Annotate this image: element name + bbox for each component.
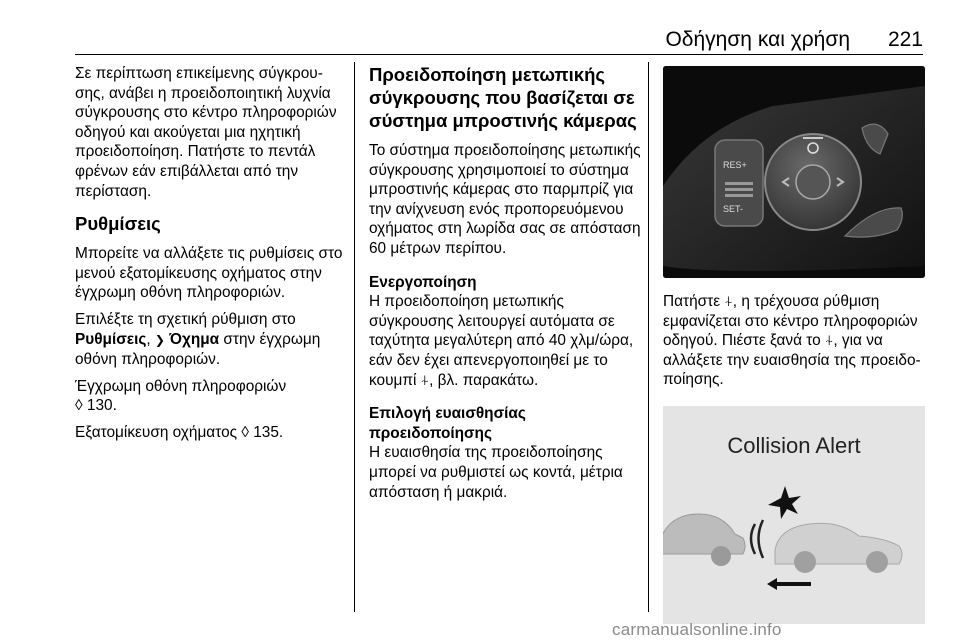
page-header xyxy=(0,0,960,54)
collision-alert-title: Collision Alert xyxy=(727,432,861,458)
menu-arrow-icon: ❯ xyxy=(154,332,165,347)
center-button xyxy=(796,165,830,199)
settings-paragraph-2 xyxy=(75,310,347,370)
page-ref-icon: ◊ xyxy=(75,397,83,415)
settings-heading: Ρυθμίσεις xyxy=(75,213,161,235)
activation-heading: Ενεργοποίηση xyxy=(369,273,477,291)
column-3 xyxy=(663,66,925,624)
settings-p2-end: στην έγχρωμη οθόνη πληροφοριών. xyxy=(75,330,321,369)
press-text: Πατήστε xyxy=(663,293,721,310)
reference-1-page: 130. xyxy=(86,397,117,415)
reference-2-page: 135. xyxy=(253,423,284,441)
collision-button-icon: ⍭ xyxy=(824,332,834,349)
settings-menu-link: Ρυθμίσεις xyxy=(75,330,147,348)
reference-1-text: Έγχρωμη οθόνη πληροφοριών xyxy=(75,377,287,395)
column-2 xyxy=(369,64,641,509)
activation-text: Η προειδοποίηση μετωπικής σύγκρουσης λειτουργεί αυτόματα σε ταχύτητα μεγαλύτερη από 40 χλμ/ώρα, εάν δεν έχει απενεργοποιηθεί με το κουμπί xyxy=(369,293,634,389)
press-button-paragraph xyxy=(663,292,925,390)
page-ref-icon: ◊ xyxy=(241,423,249,441)
activation-paragraph xyxy=(369,292,641,390)
settings-separator: , xyxy=(146,330,155,348)
vehicle-menu-link: Όχημα xyxy=(169,330,220,348)
sensitivity-heading: Επιλογή ευαισθησίας προειδοποίησης xyxy=(369,405,526,442)
res-label: RES+ xyxy=(723,160,747,170)
collision-button-icon: ⍭ xyxy=(724,293,733,309)
chapter-title: Οδήγηση και χρήση xyxy=(665,28,850,51)
set-label: SET- xyxy=(723,204,744,214)
collision-alert-display-image xyxy=(663,406,925,624)
settings-p2-start: Επιλέξτε τη σχετική ρύθμιση στο xyxy=(75,310,296,328)
intro-paragraph: Σε περίπτωση επικείμενης σύγκρουσης, ανάβει η προειδοποιητική λυχνία σύγκρουσης στο κέντρο πληροφοριών οδηγού και ακούγεται μια ηχητική προειδοποίηση. Πατήστε το πεντάλ φρένων εάν επιβάλλεται από την περίσταση. xyxy=(75,65,337,200)
settings-paragraph-1: Μπορείτε να αλλάξετε τις ρυθμίσεις στο μενού εξατομίκευσης οχήματος στην έγχρωμη οθόνη πληροφοριών. xyxy=(75,245,343,302)
header-rule xyxy=(75,54,923,55)
reference-2 xyxy=(75,423,347,443)
page-number: 221 xyxy=(887,28,923,51)
sensitivity-paragraph: Η ευαισθησία της προειδοποίησης μπορεί να ρυθμιστεί ως κοντά, μέτρια απόσταση ή μακριά. xyxy=(369,444,623,501)
column-divider-2 xyxy=(648,62,649,612)
reference-2-text: Εξατομίκευση οχήματος xyxy=(75,423,238,441)
collision-button-icon: ⍭ xyxy=(420,371,430,388)
column-divider-1 xyxy=(354,62,355,612)
section-heading: Προειδοποίηση μετωπικής σύγκρουσης που βασίζεται σε σύστημα μπροστινής κάμερας xyxy=(369,64,637,131)
activation-text-end: , βλ. παρακάτω. xyxy=(429,371,539,389)
watermark: carmanualsonline.info xyxy=(612,620,782,639)
press-text-mid: , η τρέχουσα ρύθμιση εμφανίζεται στο κέντρο πληροφοριών οδηγού. Πιέστε ξανά το xyxy=(663,293,918,350)
column-1 xyxy=(75,64,347,450)
steering-wheel-controls-image xyxy=(663,66,925,278)
reference-1 xyxy=(75,377,347,416)
section-paragraph: Το σύστημα προειδοποίησης μετωπικής σύγκρουσης χρησιμοποιεί το σύστημα μπροστινής κάμερας στο παρμπρίζ για την ανίχνευση ενός προπορευόμενου οχήματος στη λωρίδα σας σε απόσταση 60 μέτρων περίπου. xyxy=(369,142,641,257)
press-text-end: , για να αλλάξετε την ευαισθησία της προειδοποίησης. xyxy=(663,332,921,389)
